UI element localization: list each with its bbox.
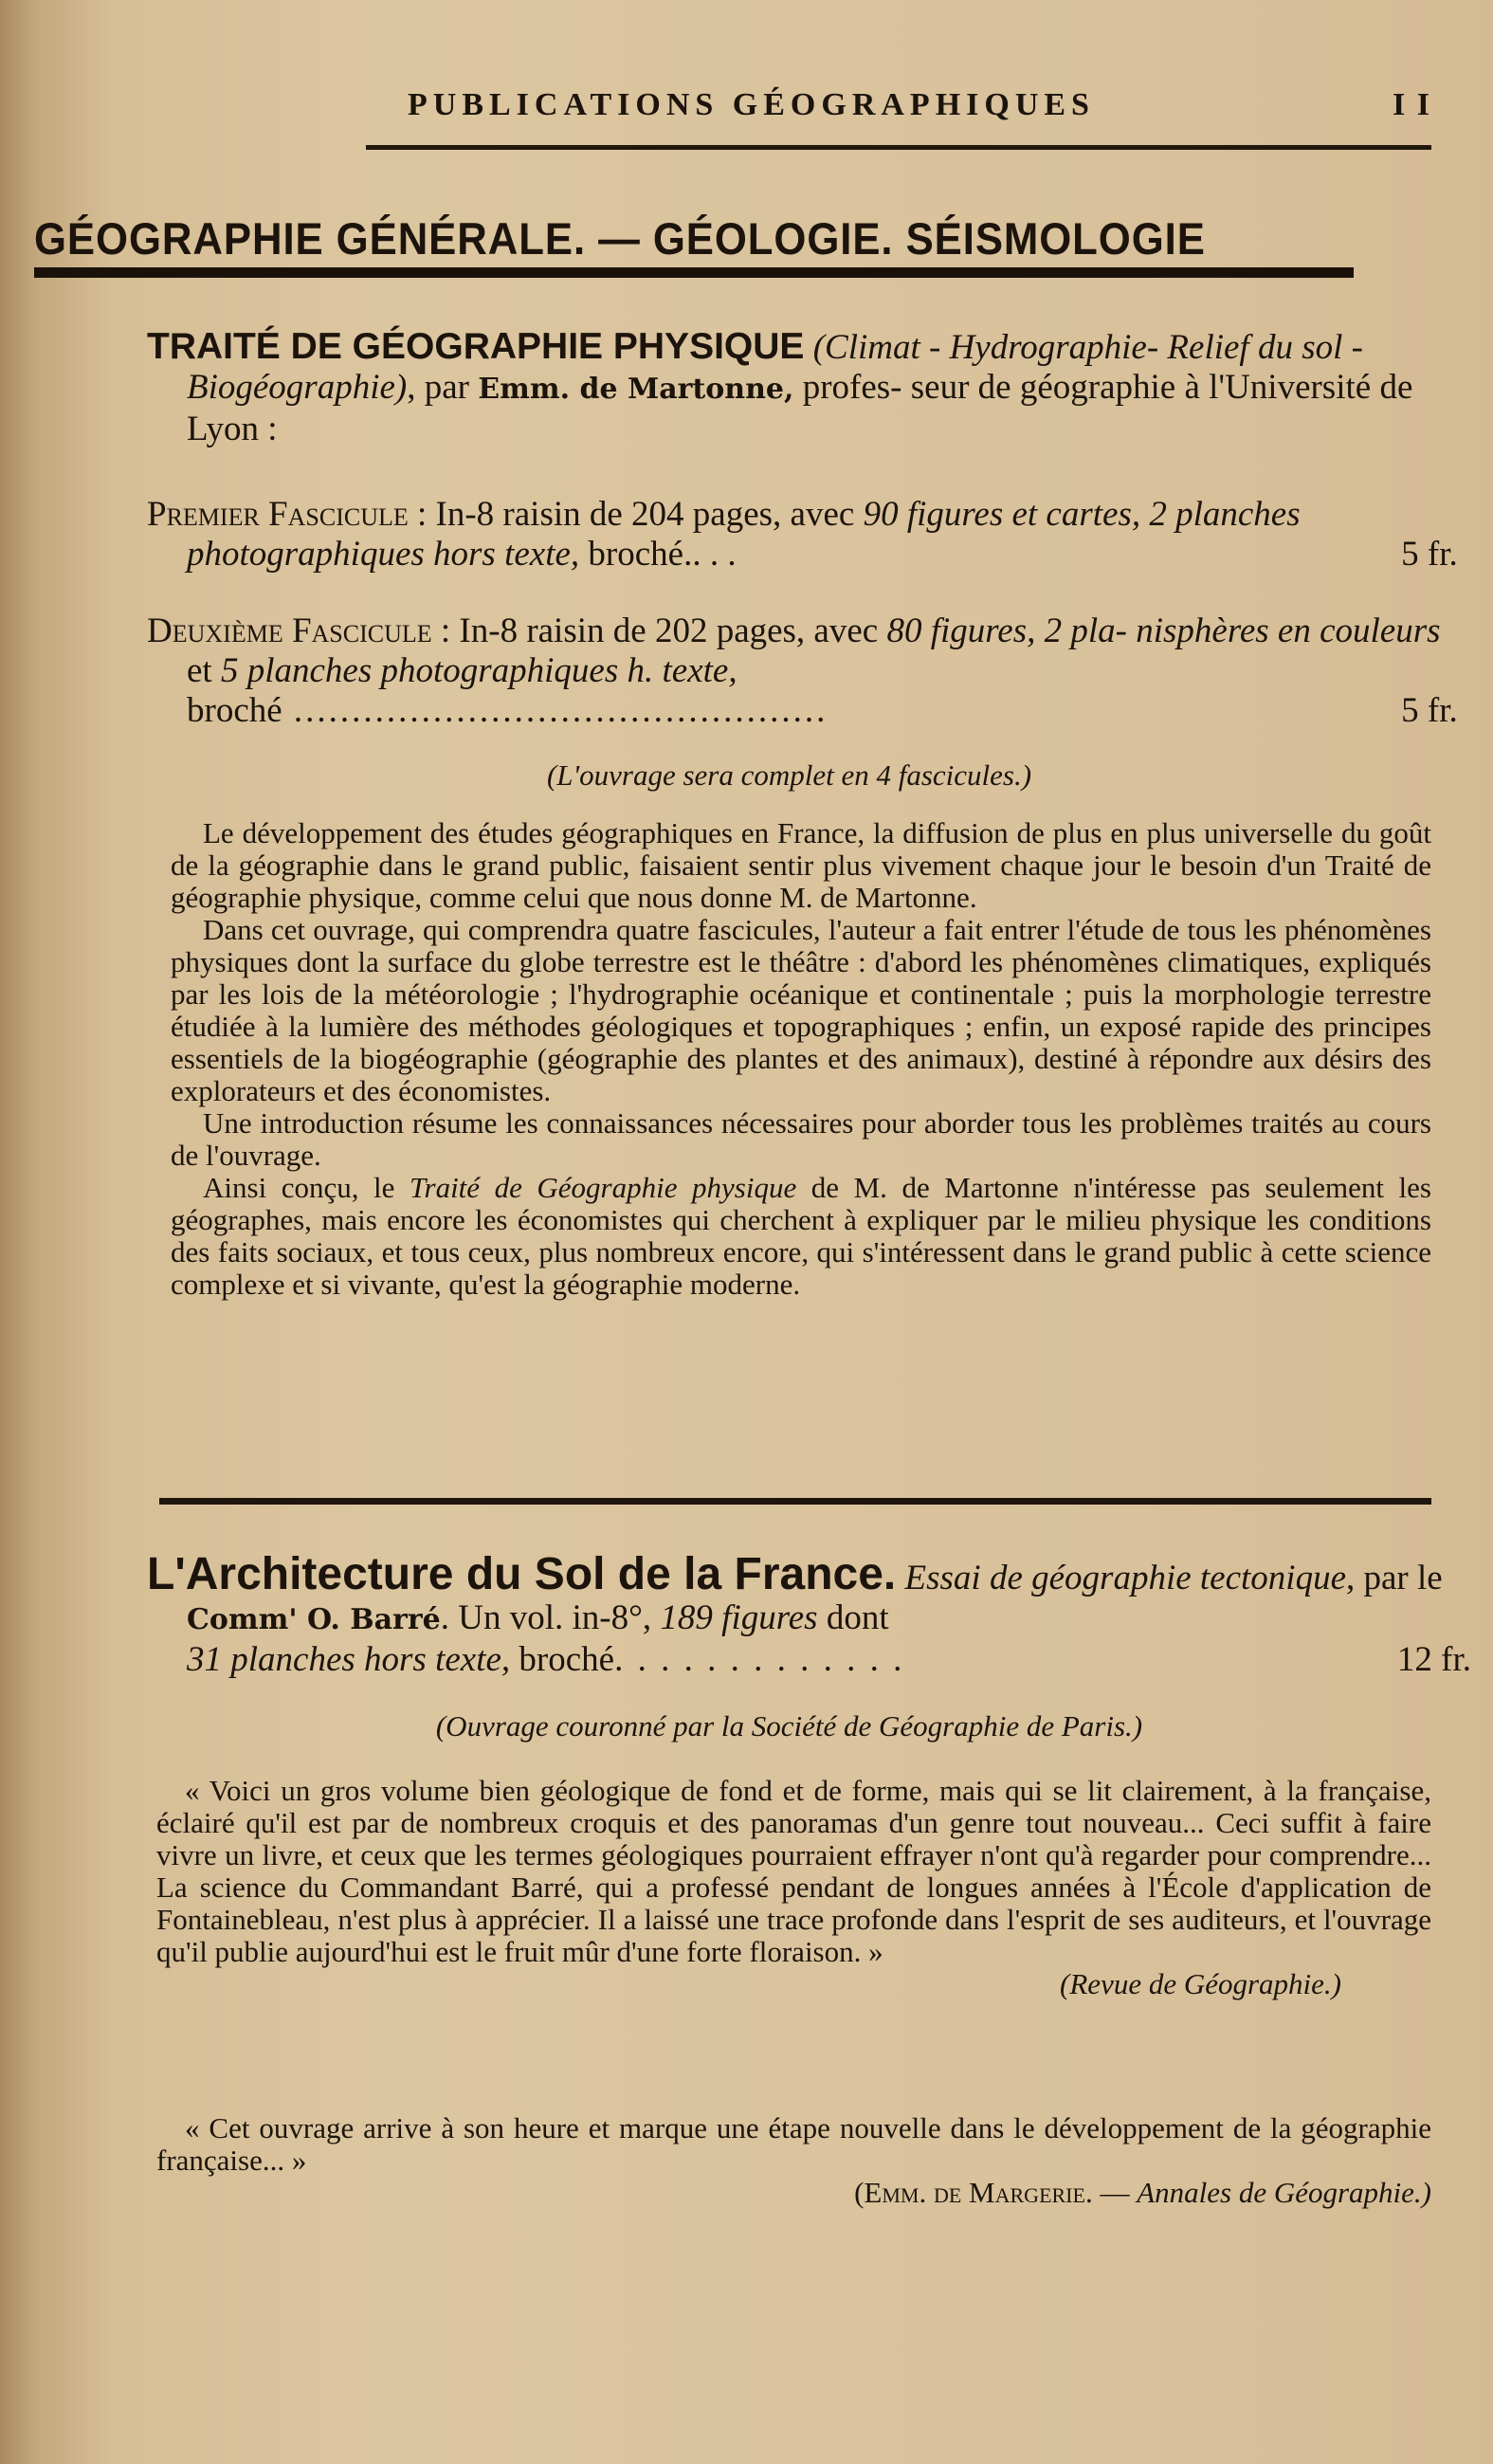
entry2-heading: L'Architecture du Sol de la France. Essai de géographie tectonique, par le Comm' O. Barré. Un vol. in-8°, 189 figures dont 31 planches hors texte, broché. . . . . . . . . . . . . 12 fr. (147, 1549, 1471, 1679)
award-note: (Ouvrage couronné par la Société de Géographie de Paris.) (435, 1709, 1143, 1743)
book-title-ref: Traité de Géographie physique (409, 1171, 797, 1204)
fascicule-1-figures: 90 figures et (863, 495, 1038, 534)
page-number: I I (1393, 87, 1431, 122)
entry1-heading (147, 327, 1471, 449)
quote-1-source: (Revue de Géographie.) (1060, 1967, 1341, 2000)
review-quote-2 (156, 2112, 1431, 2209)
fascicule-1-binding: broché.. . . (579, 535, 737, 574)
entry2-award (147, 1707, 1431, 1746)
running-title: PUBLICATIONS GÉOGRAPHIQUES (408, 87, 1095, 122)
entry-separator-rule (159, 1498, 1431, 1505)
entry2-price: 12 fr. (1396, 1640, 1471, 1679)
entry2-author: Comm' O. Barré (187, 1603, 441, 1636)
section-title: GÉOGRAPHIE GÉNÉRALE. — GÉOLOGIE. SÉISMOLOGIE (34, 213, 1206, 264)
entry1-affil-1: profes- (793, 368, 902, 407)
entry1-author: Emm. de Martonne, (478, 373, 794, 406)
fascicule-2-maps: nisphères en couleurs (1136, 611, 1441, 650)
leader-dots: . . . . . . . . . . . . . (614, 1640, 905, 1679)
fascicule-1-label: Premier Fascicule (147, 495, 409, 534)
review-quote-1 (156, 1775, 1431, 2000)
fascicule-2-plates: 5 planches photographiques h. texte, (220, 651, 737, 690)
entry2-subtitle: Essai de géographie (896, 1559, 1192, 1597)
completion-note: (L'ouvrage sera complet en 4 fascicules.) (546, 758, 1032, 792)
paragraph: Le développement des études géographiques en France, la diffusion de plus en plus universelle du goût de la géographie dans le grand public, faisaient sentir plus vivement chaque jour le besoin d'un Traité de géographie physique, comme celui que nous donne M. de Martonne. (171, 816, 1431, 914)
entry1-description (171, 817, 1431, 1301)
entry1-subtitle-2: Relief du sol - Biogéographie) (187, 328, 1363, 407)
paragraph: Une introduction résume les connaissances nécessaires pour aborder tous les problèmes traités au cours de l'ouvrage. (171, 1106, 1431, 1172)
entry2-title: L'Architecture du Sol de la France. (147, 1549, 897, 1599)
paragraph-last: Ainsi conçu, le Traité de Géographie physique de M. de Martonne n'intéresse pas seulement les géographes, mais encore les économistes qui cherchent à expliquer par le milieu physique les conditions des faits sociaux, et tous ceux, plus nombreux encore, qui s'intéressent dans le grand public à cette science complexe et si vivante, qu'est la géographie moderne. (171, 1171, 1431, 1301)
entry1-note (147, 756, 1431, 795)
entry2-figures: 189 figures (660, 1598, 818, 1637)
fascicule-2-text: : In-8 raisin de 202 pages, avec (431, 611, 887, 650)
fascicule-1-text: : In-8 raisin de 204 pages, avec (408, 495, 864, 534)
section-rule (34, 267, 1354, 278)
fascicule-1-plates: cartes, 2 planches photographiques hors texte, (187, 495, 1301, 574)
fascicule-2-binding: broché (187, 691, 282, 730)
par-text: , par (407, 368, 479, 407)
entry2-subtitle-2: tectonique (1199, 1559, 1346, 1597)
entry1-affil-2: seur de géographie à l'Université de Lyon : (187, 368, 1413, 448)
fascicule-2-and: et (187, 651, 221, 690)
quote-text: « Cet ouvrage arrive à son heure et marque une étape nouvelle dans le développement de la géographie française... » (156, 2111, 1431, 2177)
quote-2-source: (Emm. de Margerie. — Annales de Géographie.) (854, 2176, 1431, 2209)
fascicule-2-figures: 80 figures, 2 pla- (886, 611, 1127, 650)
entry1-title: TRAITÉ DE GÉOGRAPHIE PHYSIQUE (147, 326, 805, 367)
fascicule-1-price: 5 fr. (1401, 535, 1458, 574)
fascicule-2-price: 5 fr. (1401, 691, 1458, 730)
fascicule-2 (147, 611, 1471, 731)
header-rule (366, 145, 1431, 150)
entry1-subtitle-1: (Climat - Hydrographie- (812, 328, 1159, 367)
quote-text: « Voici un gros volume bien géologique de fond et de forme, mais qui se lit clairement, à la française, éclairé qu'il est par de nombreux croquis et des panoramas d'un genre tout nouveau... Ceci suffit à faire vivre un livre, et ceux que les termes géologiques pourraient effrayer n'ont qu'à regarder pour comprendre... La science du Commandant Barré, qui a professé pendant de longues années à l'École d'application de Fontainebleau, n'est plus à apprécier. Il a laissé une trace profonde dans l'esprit de ses auditeurs, et l'ouvrage qu'il publie aujourd'hui est le fruit mûr d'une forte floraison. » (156, 1774, 1431, 1968)
entry2-plates: 31 planches hors texte, (187, 1640, 511, 1679)
fascicule-1 (147, 495, 1471, 575)
running-header (408, 87, 1431, 123)
fascicule-2-label: Deuxième Fascicule (147, 611, 432, 650)
leader-dots: .............................................. (282, 691, 828, 730)
paragraph: Dans cet ouvrage, qui comprendra quatre fascicules, l'auteur a fait entrer l'étude de tous les phénomènes physiques dont la surface du globe terrestre est le théâtre : d'abord les phénomènes climatiques, expliqués par les lois de la météorologie ; l'hydrographie océanique et continentale ; puis la morphologie terrestre étudiée à la lumière des méthodes géologiques et topographiques ; enfin, un exposé rapide des principes essentiels de la biogéographie (géographie des plantes et des animaux), destiné à répondre aux désirs des explorateurs et des économistes. (171, 913, 1431, 1107)
